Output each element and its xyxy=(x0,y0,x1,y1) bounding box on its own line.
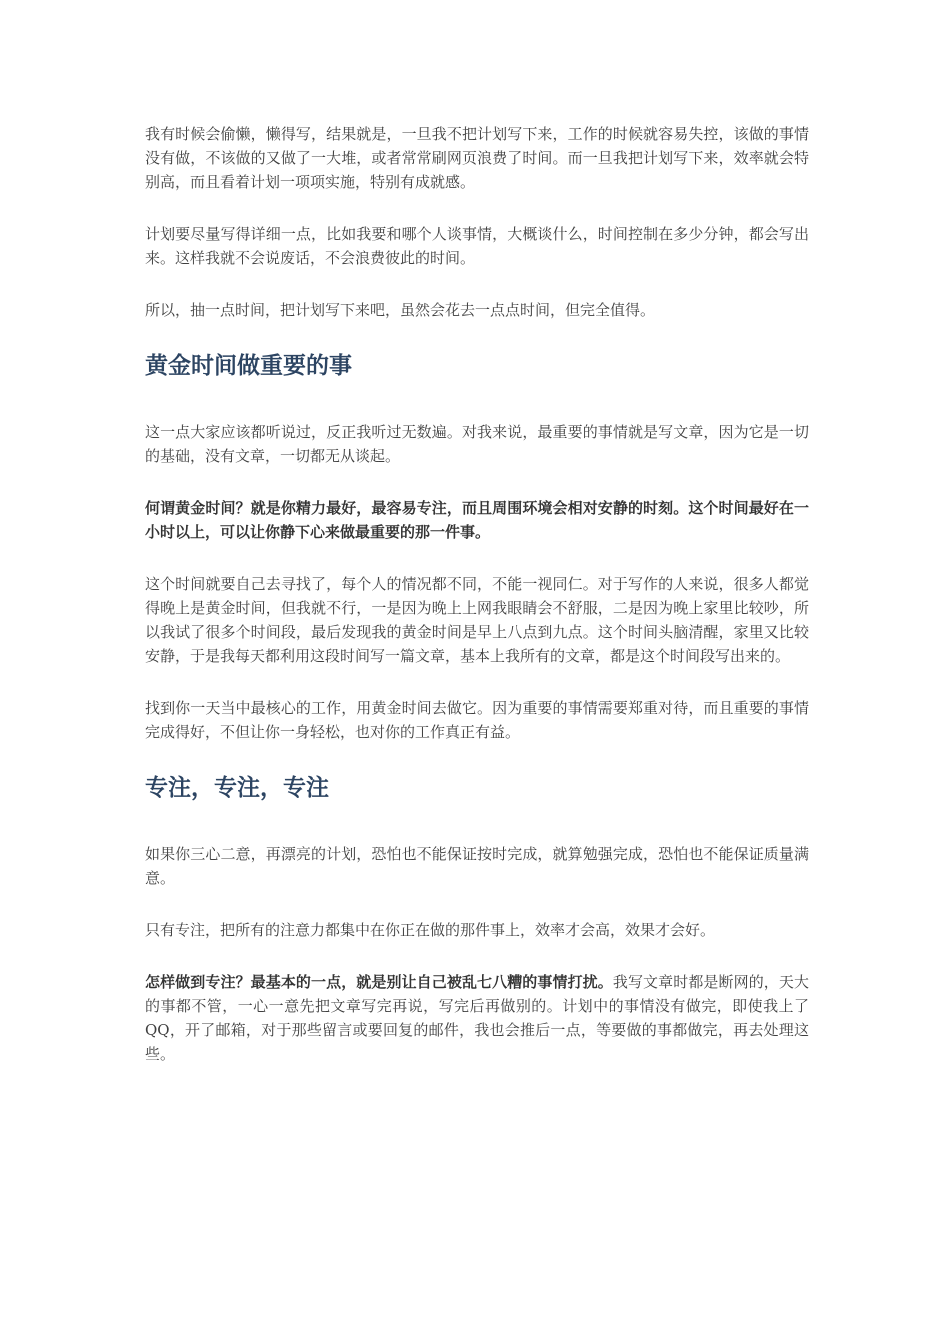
paragraph: 这个时间就要自己去寻找了，每个人的情况都不同，不能一视同仁。对于写作的人来说，很多人都觉得晚上是黄金时间，但我就不行，一是因为晚上上网我眼睛会不舒服，二是因为晚上家里比较吵，所以我试了很多个时间段，最后发现我的黄金时间是早上八点到九点。这个时间头脑清醒，家里又比较安静，于是我每天都利用这段时间写一篇文章，基本上我所有的文章，都是这个时间段写出来的。 xyxy=(145,575,809,665)
bold-paragraph: 何谓黄金时间？就是你精力最好，最容易专注，而且周围环境会相对安静的时刻。这个时间最好在一小时以上，可以让你静下心来做最重要的那一件事。 xyxy=(145,499,809,541)
paragraph: 我有时候会偷懒，懒得写，结果就是，一旦我不把计划写下来，工作的时候就容易失控，该做的事情没有做，不该做的又做了一大堆，或者常常刷网页浪费了时间。而一旦我把计划写下来，效率就会特别高，而且看着计划一项项实施，特别有成就感。 xyxy=(145,125,809,191)
paragraph-text: 我写文章时都是断网的，天大的事都不管，一心一意先把文章写完再说，写完后再做别的。计划中的事情没有做完，即使我上了QQ，开了邮箱，对于那些留言或要回复的邮件，我也会推后一点，等要做的事都做完，再去处理这些。 xyxy=(145,973,809,1063)
paragraph-mixed xyxy=(145,970,809,1066)
section-heading: 专注，专注，专注 xyxy=(145,775,329,801)
bold-lead-text: 怎样做到专注？最基本的一点，就是别让自己被乱七八糟的事情打扰。 xyxy=(145,973,613,991)
paragraph: 所以，抽一点时间，把计划写下来吧，虽然会花去一点点时间，但完全值得。 xyxy=(145,301,656,319)
paragraph: 只有专注，把所有的注意力都集中在你正在做的那件事上，效率才会高，效果才会好。 xyxy=(145,921,716,939)
paragraph: 如果你三心二意，再漂亮的计划，恐怕也不能保证按时完成，就算勉强完成，恐怕也不能保证质量满意。 xyxy=(145,845,809,887)
section-heading: 黄金时间做重要的事 xyxy=(145,353,352,379)
paragraph: 找到你一天当中最核心的工作，用黄金时间去做它。因为重要的事情需要郑重对待，而且重要的事情完成得好，不但让你一身轻松，也对你的工作真正有益。 xyxy=(145,699,809,741)
paragraph: 计划要尽量写得详细一点，比如我要和哪个人谈事情，大概谈什么，时间控制在多少分钟，都会写出来。这样我就不会说废话，不会浪费彼此的时间。 xyxy=(145,225,809,267)
paragraph: 这一点大家应该都听说过，反正我听过无数遍。对我来说，最重要的事情就是写文章，因为它是一切的基础，没有文章，一切都无从谈起。 xyxy=(145,423,809,465)
article-body xyxy=(145,122,809,1094)
